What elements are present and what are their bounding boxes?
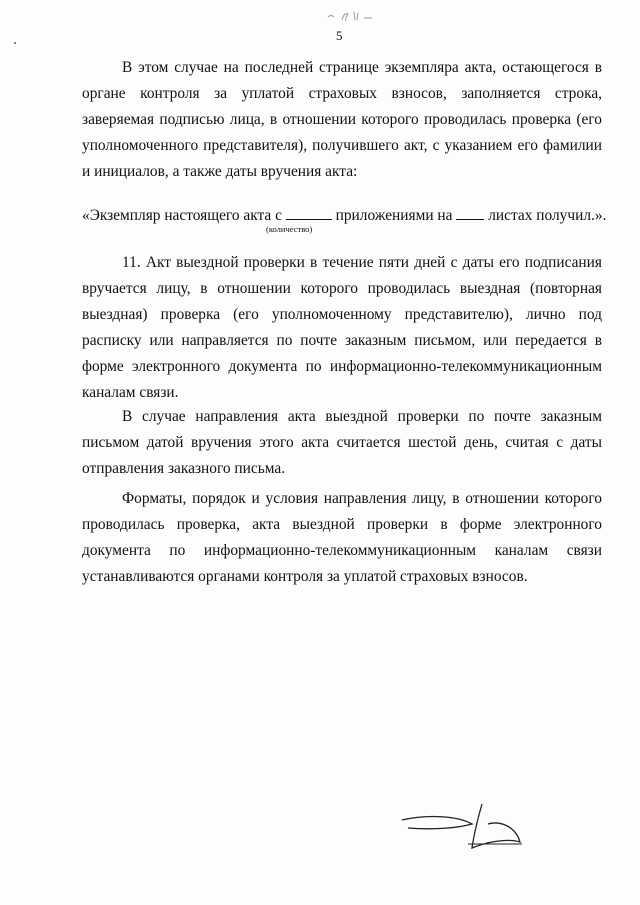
formula-part-2: приложениями на — [335, 207, 453, 224]
formula-part-3: листах получил.». — [488, 207, 607, 224]
acknowledgement-formula — [82, 205, 622, 226]
quantity-caption: (количество) — [266, 224, 313, 234]
paragraph-1: В этом случае на последней странице экземпляра акта, остающегося в органе контроля за уплатой страховых взносов, заполняется строка, заверяемая подписью лица, в отношении которого проводилась проверка (его уполномоченного представителя), получившего акт, с указанием его фамилии и инициалов, а также даты вручения акта: — [82, 59, 602, 180]
page-number: 5 — [336, 28, 343, 43]
signature-icon — [398, 798, 526, 852]
scan-speck — [14, 42, 16, 44]
paragraph-4: Форматы, порядок и условия направления лицу, в отношении которого проводилась проверка, акта выездной проверки в форме электронного документа по информационно-телекоммуникационным каналам связи устанавливаются органами контроля за уплатой страховых взносов. — [82, 490, 602, 585]
paragraph-3: В случае направления акта выездной проверки по почте заказным письмом датой вручения этого акта считается шестой день, считая с даты отправления заказного письма. — [82, 408, 602, 477]
handwritten-mark-icon — [326, 8, 378, 24]
sheets-blank — [456, 205, 484, 220]
quantity-blank — [286, 205, 332, 220]
paragraph-2: 11. Акт выездной проверки в течение пяти дней с даты его подписания вручается лицу, в отношении которого проводилась выездная (повторная выездная) проверка (его уполномоченному представителю), лично под расписку или направляется по почте заказным письмом, или передается в форме электронного документа по информационно-телекоммуникационным каналам связи. — [82, 254, 602, 401]
formula-part-1: «Экземпляр настоящего акта с — [82, 207, 282, 224]
